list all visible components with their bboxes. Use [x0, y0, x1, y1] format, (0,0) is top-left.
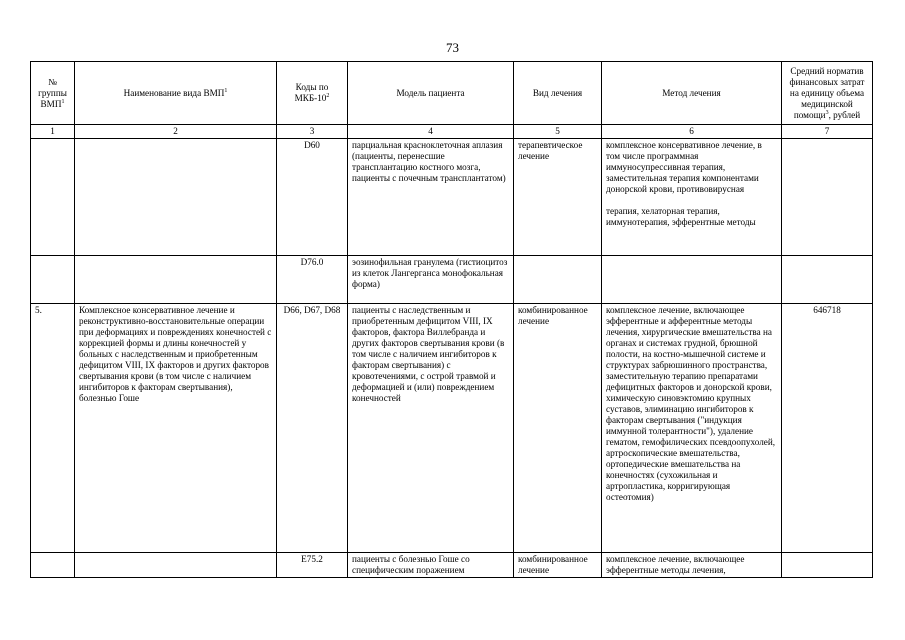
column-number: 3	[277, 125, 348, 139]
vmp-name-cell	[75, 553, 277, 578]
treatment-type-cell: терапевтическое лечение	[514, 139, 602, 256]
treatment-type-cell: комбинированное лечение	[514, 553, 602, 578]
table-row	[31, 256, 873, 304]
column-number: 6	[602, 125, 782, 139]
header-group-number: № группы ВМП$^1$	[31, 62, 75, 125]
group-number-cell	[31, 139, 75, 256]
treatment-type-cell: комбинированное лечение	[514, 304, 602, 553]
vmp-name-cell	[75, 256, 277, 304]
treatment-method-cell: комплексное лечение, включающее эфферентные методы лечения,	[602, 553, 782, 578]
treatment-method-cell	[602, 256, 782, 304]
patient-model-cell: эозинофильная гранулема (гистиоцитоз из клеток Лангерганса монофокальная форма)	[348, 256, 514, 304]
patient-model-cell: пациенты с болезнью Гоше со специфическим поражением	[348, 553, 514, 578]
column-number: 5	[514, 125, 602, 139]
treatment-method-text: комплексное консервативное лечение, в том числе программная иммуносупрессивная терапия, заместительная терапия компонентами донорской крови, противовирусная	[606, 140, 762, 194]
header-patient-model: Модель пациента	[348, 62, 514, 125]
treatment-method-text: терапия, хелаторная терапия, иммунотерапия, эфферентные методы	[606, 206, 756, 227]
table-row	[31, 304, 873, 553]
treatment-method-cell: комплексное лечение, включающее эфферентные и афферентные методы лечения, хирургические вмешательства на органах и системах грудной, брюшной полости, на костно-мышечной системе и структурах забрюшинного пространства, заместительную терапию препаратами дефицитных факторов и донорской крови, химическую синовэктомию крупных суставов, элиминацию ингибиторов к факторам свертывания ("индукция иммунной толерантности"), удаление гематом, гемофилических псевдоопухолей, артроскопические вмешательства, ортопедические вмешательства на конечностях (сухожильная и артропластика, корригирующая остеотомия)	[602, 304, 782, 553]
treatment-type-cell	[514, 256, 602, 304]
avg-cost-cell	[782, 256, 873, 304]
table-row	[31, 139, 873, 256]
group-number-cell	[31, 553, 75, 578]
vmp-table	[30, 61, 873, 578]
icd-code-cell: E75.2	[277, 553, 348, 578]
header-row	[31, 62, 873, 125]
avg-cost-cell	[782, 139, 873, 256]
vmp-name-cell: Комплексное консервативное лечение и реконструктивно-восстановительные операции при деформациях и повреждениях конечностей с коррекцией формы и длины конечностей у больных с наследственным и приобретенным дефицитом VIII, IX факторов и других факторов свертывания крови (в том числе с наличием ингибиторов к факторам свертывания), болезнью Гоше	[75, 304, 277, 553]
icd-code-cell: D76.0	[277, 256, 348, 304]
avg-cost-cell	[782, 553, 873, 578]
patient-model-cell: пациенты с наследственным и приобретенным дефицитом VIII, IX факторов, фактора Виллебранда и других факторов свертывания крови (в том числе с наличием ингибиторов к факторам свертывания) с кровотечениями, с острой травмой и деформацией и (или) повреждением конечностей	[348, 304, 514, 553]
page-number: 73	[446, 40, 459, 55]
group-number-cell: 5.	[31, 304, 75, 553]
column-number-row	[31, 125, 873, 139]
avg-cost-cell: 646718	[782, 304, 873, 553]
header-treatment-type: Вид лечения	[514, 62, 602, 125]
patient-model-cell: парциальная красноклеточная аплазия (пациенты, перенесшие трансплантацию костного мозга, пациенты с почечным трансплантатом)	[348, 139, 514, 256]
table-row	[31, 553, 873, 578]
group-number-cell	[31, 256, 75, 304]
icd-code-cell: D60	[277, 139, 348, 256]
column-number: 2	[75, 125, 277, 139]
header-icd-codes: Коды по МКБ-$10^2$	[277, 62, 348, 125]
header-vmp-name: Наименование вида ВМП$^1$	[75, 62, 277, 125]
column-number: 4	[348, 125, 514, 139]
header-avg-cost: Средний норматив финансовых затрат на единицу объема медицинской помощи$^3$, рублей	[782, 62, 873, 125]
column-number: 1	[31, 125, 75, 139]
header-treatment-method: Метод лечения	[602, 62, 782, 125]
icd-code-cell: D66, D67, D68	[277, 304, 348, 553]
vmp-name-cell	[75, 139, 277, 256]
column-number: 7	[782, 125, 873, 139]
treatment-method-cell	[602, 139, 782, 256]
